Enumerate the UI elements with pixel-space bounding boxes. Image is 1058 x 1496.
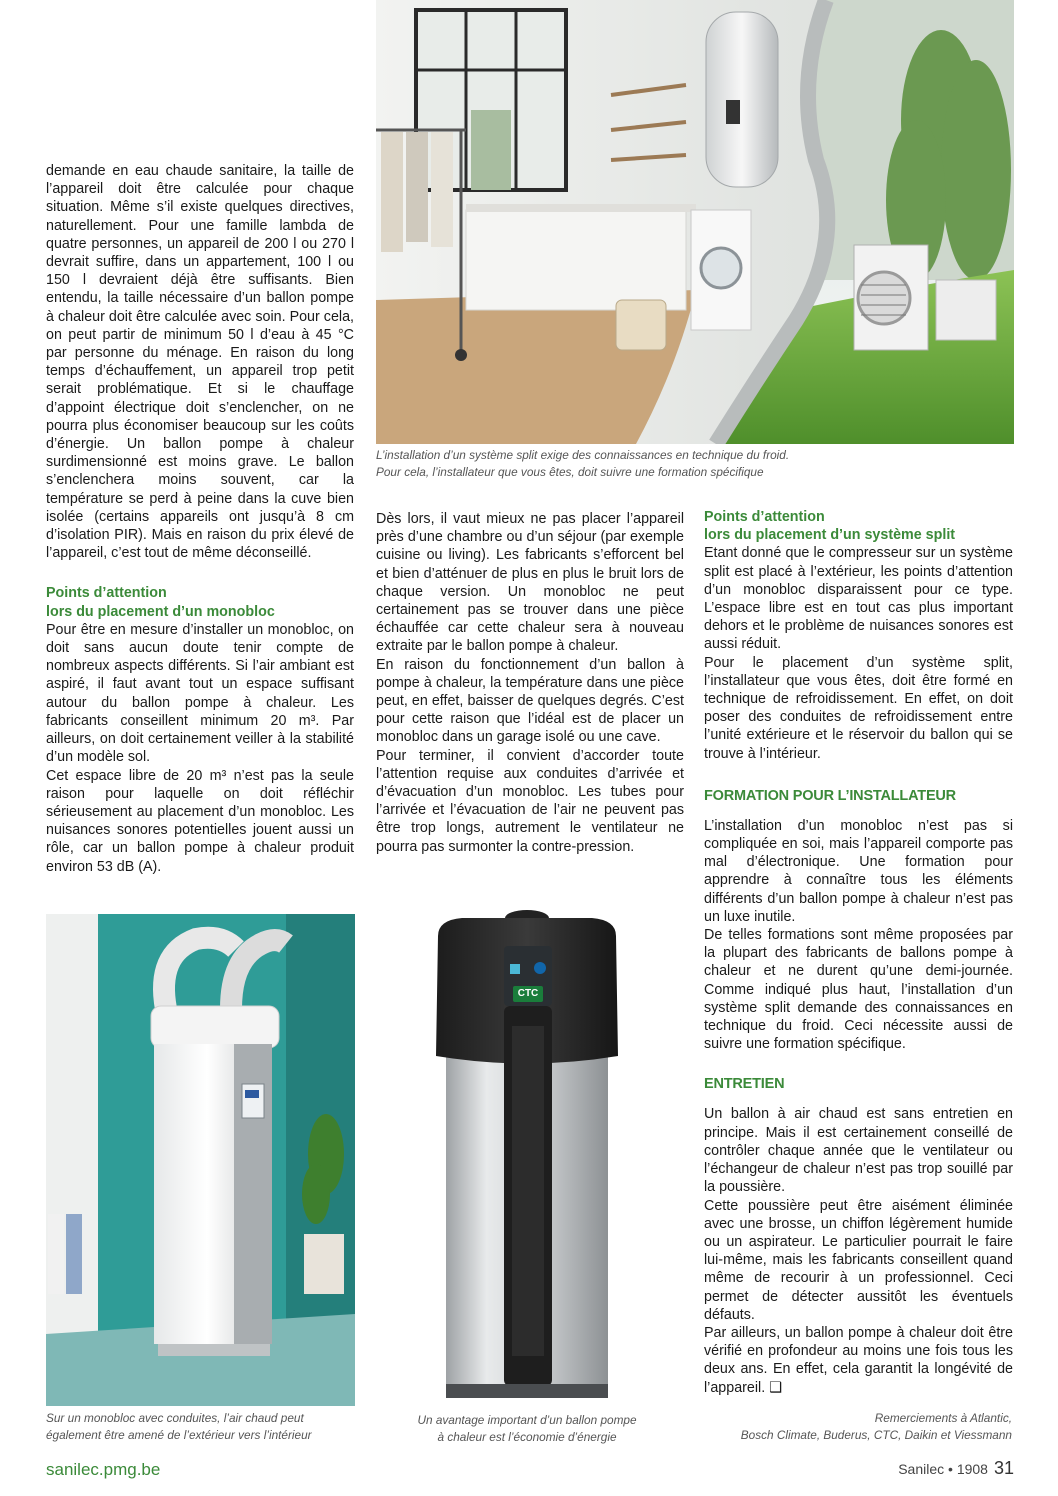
- photo-ctc-boiler: [412, 906, 642, 1406]
- ctc-logo: [513, 986, 543, 1002]
- body-paragraph: Un ballon à air chaud est sans entretien en principe. Mais il est certainement conseillé de contrôler chaque année que le ventilateur ou l’échangeur de chaleur n’est pas trop souillé par la poussière.: [704, 1106, 1013, 1196]
- laundry-room-illustration: [376, 0, 1014, 444]
- body-paragraph: L’installation d’un monobloc n’est pas si compliquée en soi, mais l’appareil comporte pas mal d’électronique. Une formation pour apprendre à connaître tous les éléments différents d’un ballon pompe à chaleur n’est pas un luxe inutile.: [704, 817, 1013, 925]
- ctc-logo-text: CTC: [517, 988, 539, 999]
- body-paragraph: Par ailleurs, un ballon pompe à chaleur doit être vérifié en profondeur au moins une fois tous les deux ans. En effet, cela garantit la longévité de l’appareil. ❑: [704, 1324, 1013, 1396]
- footer-website[interactable]: sanilec.pmg.be: [46, 1460, 161, 1479]
- body-paragraph: Pour le placement d’un système split, l’installateur que vous êtes, doit être formé en technique de refroidissement. En effet, on doit poser des conduites de refroidissement entre l’unité extérieure et le réservoir du ballon qui se trouve à l’intérieur.: [704, 654, 1013, 762]
- column-3: [704, 508, 1013, 1397]
- section-heading: ENTRETIEN: [704, 1076, 785, 1093]
- footer-magazine-issue: Sanilec • 1908: [898, 1461, 988, 1477]
- caption-split-system: [376, 447, 1016, 480]
- section-heading: FORMATION POUR L’INSTALLATEUR: [704, 787, 956, 804]
- column-1: [46, 162, 354, 876]
- body-paragraph: Pour terminer, il convient d’accorder toute l’attention requise aux conduites d’arrivée et d’évacuation d’un monobloc. Les tubes pour l’arrivée et l’évacuation de l’air ne peuvent pas être trop longs, autrement le ventilateur ne pourra pas surmonter la contre-pression.: [376, 747, 684, 855]
- body-paragraph: Cette poussière peut être aisément éliminée avec une brosse, un chiffon légèrement humide ou un aspirateur. Le particulier pourrait le faire lui-même, mais les fabricants conseillent quand même de recourir à un professionnel. Ceci permet de détecter aussitôt les éventuels défauts.: [704, 1197, 1013, 1323]
- section-heading: lors du placement d’un système split: [704, 527, 956, 544]
- body-paragraph: De telles formations sont même proposées par la plupart des fabricants de ballons pompe à chaleur et ne durent qu’une demi-journée. Comme indiqué plus haut, l’installation d’un système split demande des connaissances en technique du froid. Ceci nécessite aussi de suivre une formation spécifique.: [704, 927, 1013, 1053]
- caption-line: L’installation d’un système split exige des connaissances en technique du froid.: [376, 448, 790, 462]
- caption-line: Pour cela, l’installateur que vous êtes, doit suivre une formation spécifique: [376, 464, 764, 479]
- page-number: 31: [993, 1458, 1014, 1478]
- caption-line: Sur un monobloc avec conduites, l’air chaud peut: [46, 1411, 304, 1425]
- section-heading: Points d’attention: [46, 585, 167, 602]
- credits: [690, 1410, 1012, 1443]
- credit-line: Remerciements à Atlantic,: [874, 1411, 1012, 1425]
- footer-magazine: [898, 1458, 1014, 1479]
- section-heading: Points d’attention: [704, 509, 825, 525]
- credit-line: Bosch Climate, Buderus, CTC, Daikin et Viessmann: [740, 1427, 1012, 1442]
- body-paragraph: Etant donné que le compresseur sur un système split est placé à l’extérieur, les points d’attention d’un monobloc disparaissent pour ce type. L’espace libre est en tout cas plus important dehors et le problème de nuisances sonores est aussi réduit.: [704, 545, 1013, 653]
- monobloc-illustration: [46, 914, 355, 1406]
- ctc-boiler-illustration: [412, 906, 642, 1406]
- caption-line: à chaleur est l’économie d’énergie: [437, 1429, 617, 1444]
- section-heading: lors du placement d’un monobloc: [46, 603, 275, 620]
- body-paragraph: Dès lors, il vaut mieux ne pas placer l’appareil près d’une chambre ou d’un séjour (par exemple cuisine ou living). Les fabricants s’efforcent bel et bien d’atténuer de plus en plus le bruit lors de chaque version. Un monobloc ne peut certainement pas se trouver dans une pièce échauffée car cette chaleur sera à nouveau extraite par le ballon pompe à chaleur.: [376, 511, 684, 655]
- photo-monobloc: [46, 914, 355, 1406]
- body-paragraph: En raison du fonctionnement d’un ballon à pompe à chaleur, la température dans une pièce peut, en effet, baisser de quelques degrés. C’est pour cette raison que l’idéal est de placer un monobloc dans un garage isolé ou une cave.: [376, 656, 684, 746]
- column-2: [376, 510, 684, 856]
- caption-line: Un avantage important d’un ballon pompe: [417, 1413, 637, 1427]
- caption-monobloc: [46, 1410, 366, 1443]
- caption-ctc: [392, 1412, 662, 1445]
- photo-split-system: [376, 0, 1014, 444]
- body-paragraph: Pour être en mesure d’installer un monobloc, on doit sans aucun doute tenir compte de nombreux aspects différents. Si l’air ambiant est aspiré, il faut avant tout un espace suffisant autour du ballon pompe à chaleur. Les fabricants conseillent minimum 20 m³. Par ailleurs, on doit certainement veiller à la stabilité d’un modèle sol.: [46, 621, 354, 766]
- body-paragraph: Cet espace libre de 20 m³ n’est pas la seule raison pour laquelle on doit réfléchir sérieusement au placement d’un monobloc. Les nuisances sonores potentielles jouent aussi un rôle, car un ballon pompe à chaleur produit environ 53 dB (A).: [46, 767, 354, 875]
- caption-line: également être amené de l’extérieur vers l’intérieur: [46, 1427, 312, 1442]
- body-paragraph: demande en eau chaude sanitaire, la taille de l’appareil doit être calculée pour chaque situation. Même s’il existe quelques directives, naturellement. Pour une famille lambda de quatre personnes, un appareil de 200 l ou 270 l devrait suffire, dans un appartement, 100 l ou 150 l devraient déjà être suffisants. Bien entendu, la taille nécessaire d’un ballon pompe à chaleur doit être calculée avec soin. Pour cela, on peut partir de minimum 50 l d’eau à 45 °C par personne du ménage. En raison du long temps d’échauffement, un appareil trop petit serait problématique. Et si le chauffage d’appoint électrique doit s’enclencher, on ne pourra plus économiser beaucoup sur les coûts d’énergie. Un ballon pompe à chaleur surdimensionné est moins grave. Le ballon s’enclenchera moins souvent, car la température se perd à peine dans la cuve bien isolée (certains appareils ont jusqu’à 8 cm d’isolation PIR). Mais en raison du prix élevé de l’appareil, c’est tout de même déconseillé.: [46, 163, 354, 562]
